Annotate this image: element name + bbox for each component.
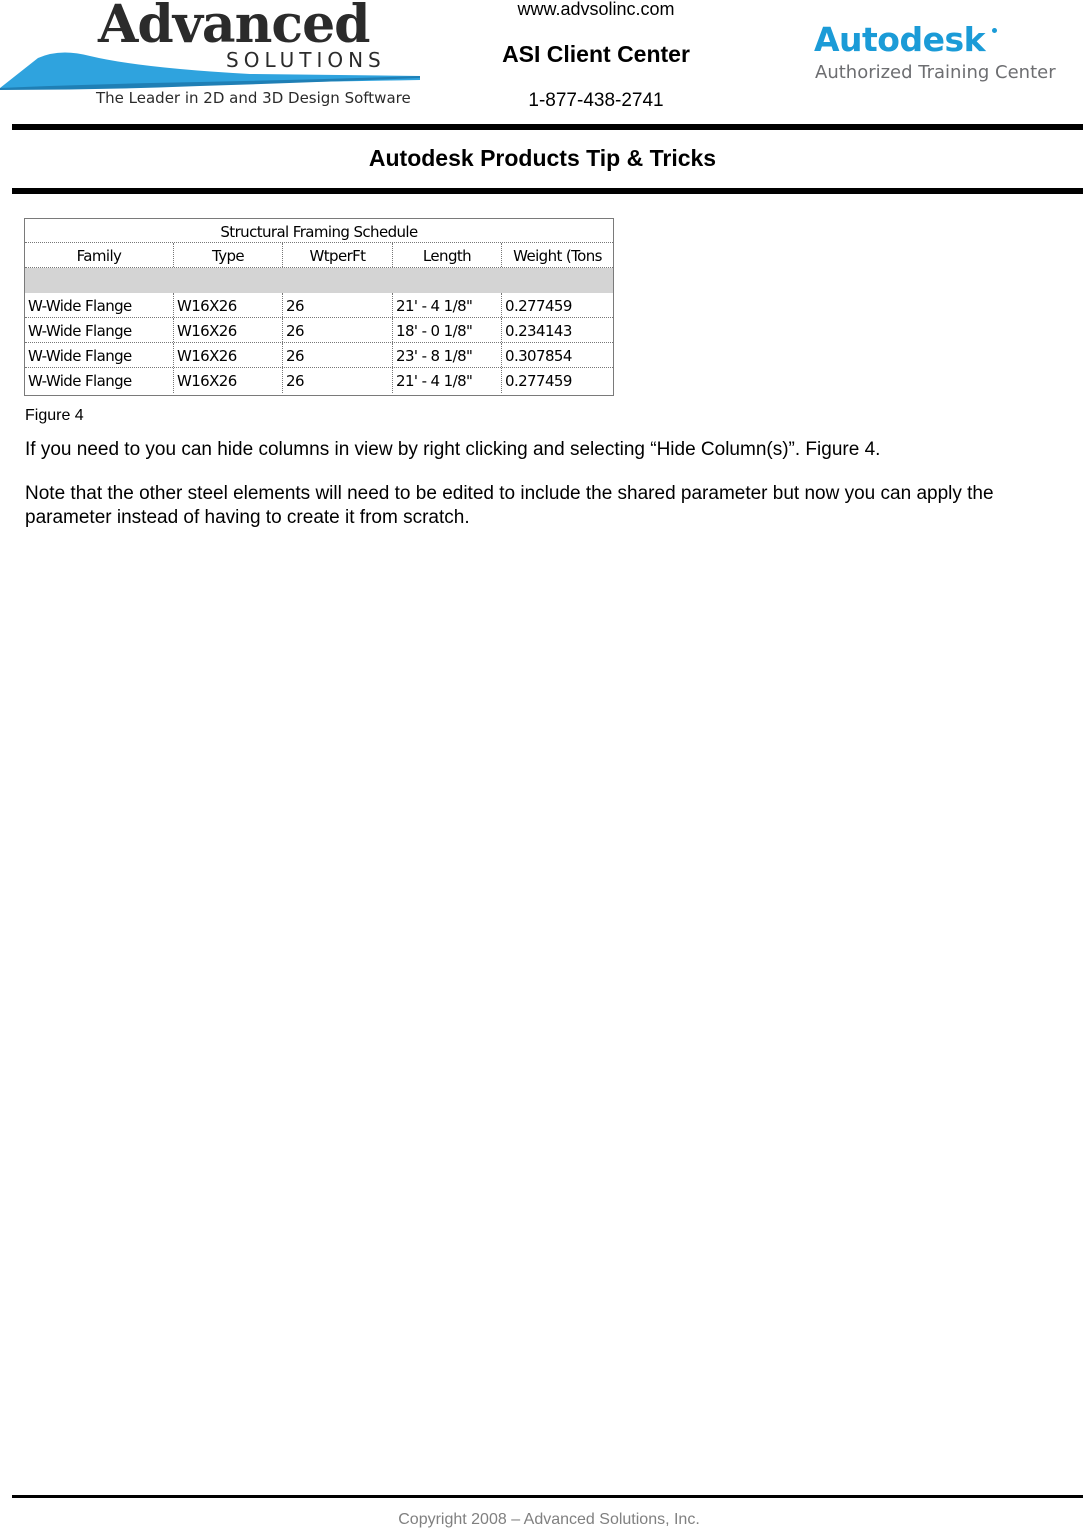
registered-dot-icon [992,28,997,33]
body-paragraph-2: Note that the other steel elements will need to be edited to include the shared parameter but now you can apply the parameter instead of having to create it from scratch. [25,483,994,528]
body-paragraph-1: If you need to you can hide columns in view by right clicking and selecting “Hide Column(s)”. Figure 4. [25,439,881,460]
autodesk-training-logo [812,20,1072,90]
column-header-type: Type [174,243,283,267]
cell-type: W16X26 [174,368,283,393]
cell-type: W16X26 [174,318,283,342]
cell-length: 21' - 4 1/8" [393,368,502,393]
cell-weight: 0.234143 [505,322,572,340]
cell-family: W-Wide Flange [25,368,174,393]
autodesk-subtitle: Authorized Training Center [815,62,1056,83]
cell-family: W-Wide Flange [25,343,174,367]
brand-wordmark: Advanced [98,0,370,55]
cell-length: 21' - 4 1/8" [393,293,502,317]
table-row [25,318,613,343]
client-center-label: ASI Client Center [502,41,690,67]
column-header-wtperft: WtperFt [283,243,393,267]
footer-divider [12,1495,1083,1498]
brand-subtitle: SOLUTIONS [226,48,386,72]
structural-framing-schedule [24,218,614,396]
cell-type: W16X26 [174,343,283,367]
table-row [25,343,613,368]
copyright-notice: Copyright 2008 – Advanced Solutions, Inc. [398,1511,700,1528]
cell-length: 18' - 0 1/8" [393,318,502,342]
phone-number: 1-877-438-2741 [528,90,664,111]
table-row [25,293,613,318]
cell-family: W-Wide Flange [25,318,174,342]
header-divider-bottom [12,188,1083,194]
cell-wtperft: 26 [283,293,393,317]
cell-wtperft: 26 [283,318,393,342]
figure-caption: Figure 4 [25,407,84,424]
table-row [25,368,613,393]
schedule-group-band [25,268,613,293]
schedule-title: Structural Framing Schedule [25,219,613,243]
advanced-solutions-logo [0,0,420,112]
column-header-weight: Weight (Tons [513,247,602,265]
cell-family: W-Wide Flange [25,293,174,317]
brand-tagline: The Leader in 2D and 3D Design Software [96,89,411,107]
autodesk-wordmark: Autodesk [814,20,986,59]
document-title: Autodesk Products Tip & Tricks [368,145,717,171]
cell-wtperft: 26 [283,343,393,367]
cell-weight: 0.307854 [505,347,572,365]
cell-weight: 0.277459 [505,297,572,315]
cell-length: 23' - 8 1/8" [393,343,502,367]
column-header-family: Family [25,243,174,267]
schedule-header-row [25,243,613,268]
cell-wtperft: 26 [283,368,393,393]
cell-weight: 0.277459 [505,372,572,390]
header-divider-top [12,124,1083,130]
cell-type: W16X26 [174,293,283,317]
website-link[interactable]: www.advsolinc.com [517,0,675,19]
column-header-length: Length [393,243,502,267]
